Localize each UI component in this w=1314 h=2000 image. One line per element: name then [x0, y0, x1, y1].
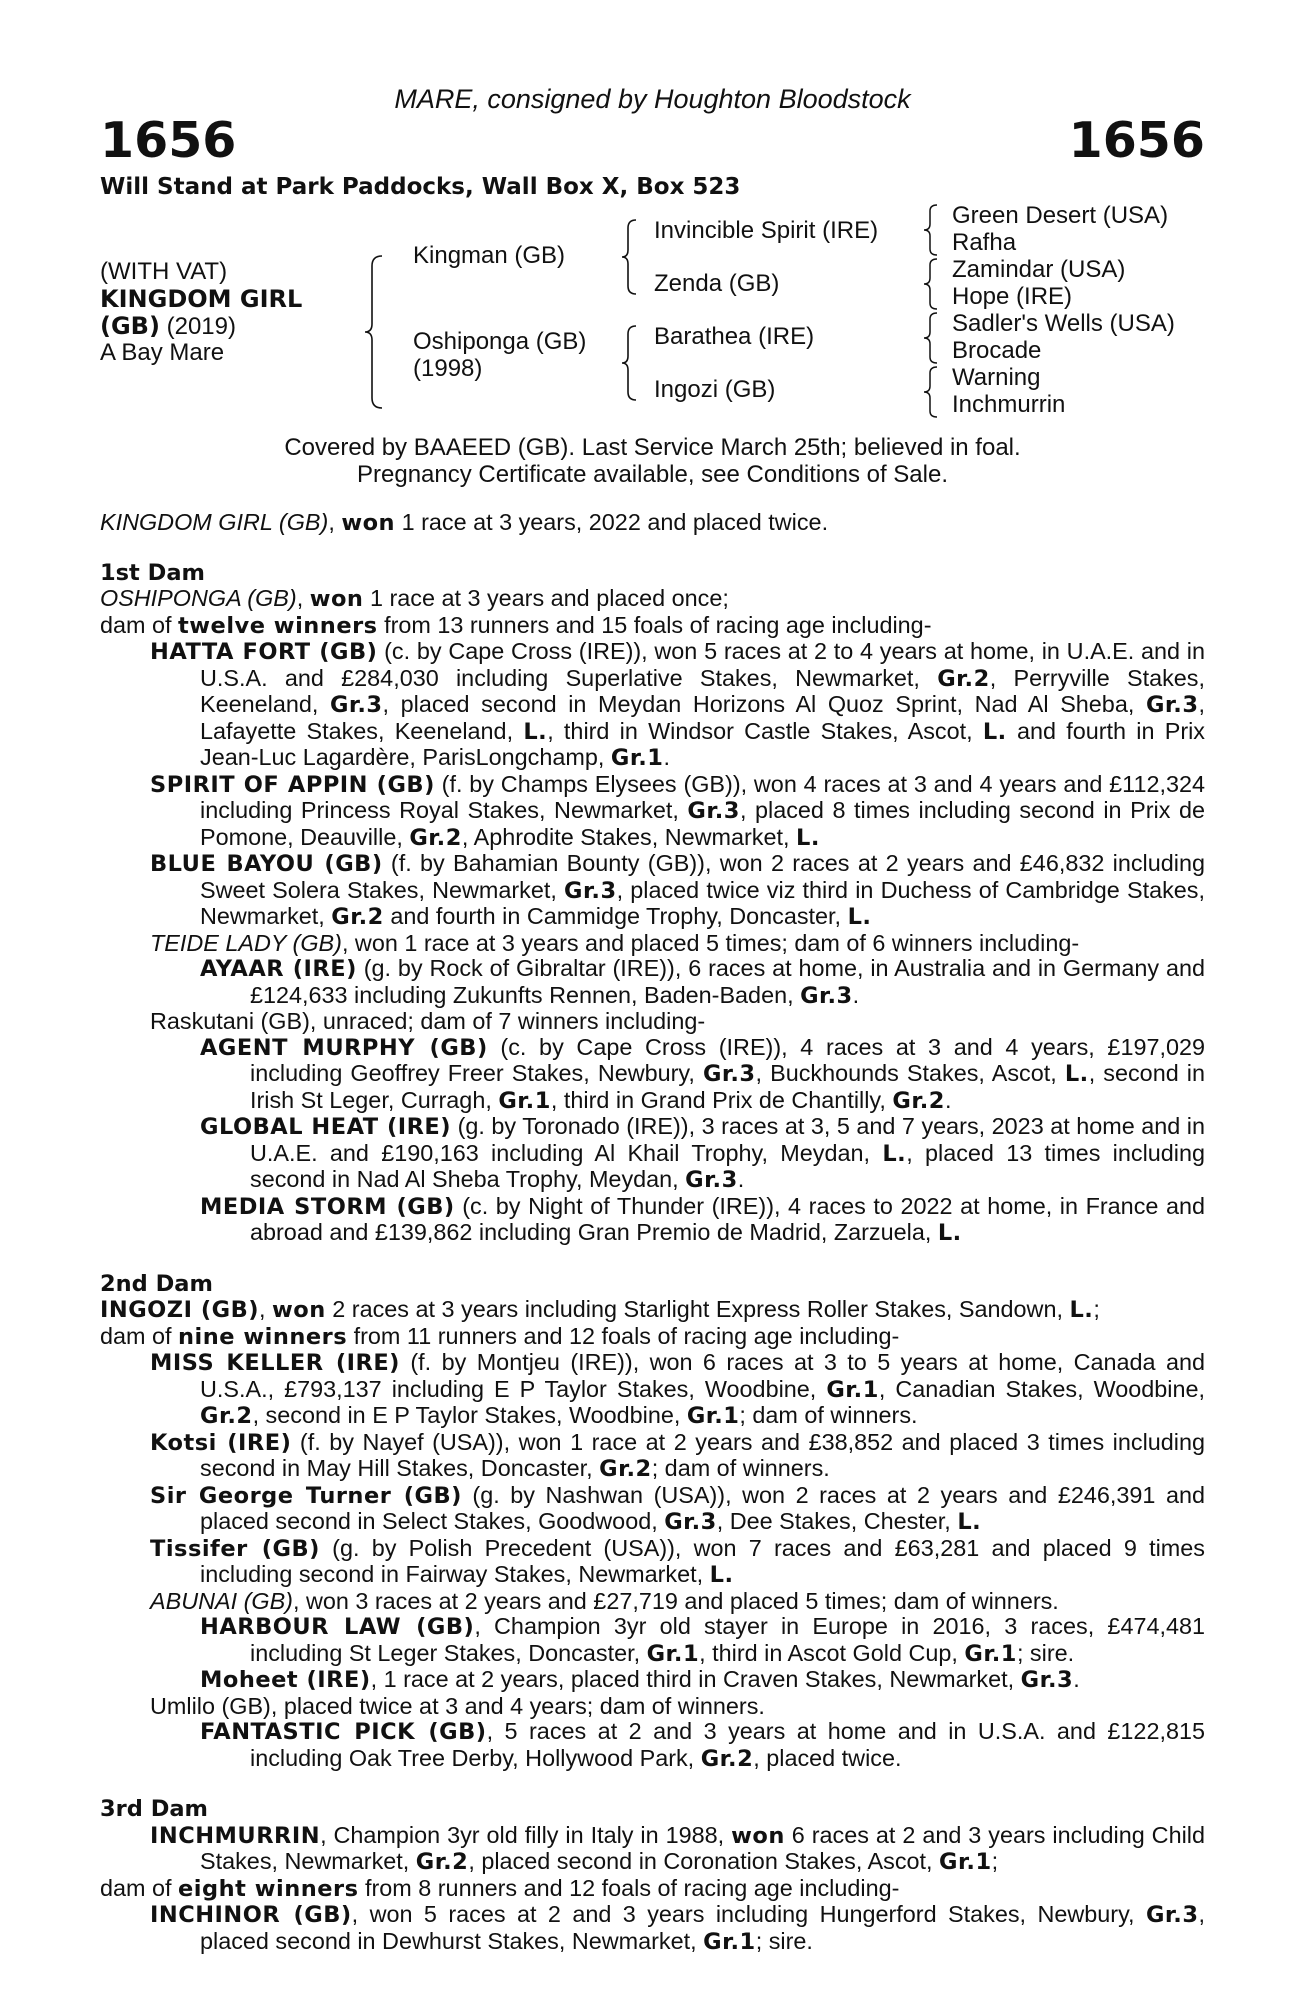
produce-entry: MEDIA STORM (GB) (c. by Night of Thunder (IRE)), 4 races to 2022 at home, in France and abroad and £139,862 including Gran Premio de Madrid, Zarzuela, L. [200, 1192, 1206, 1246]
second-dam-line: INGOZI (GB), won 2 races at 3 years including Starlight Express Roller Stakes, Sandown, L.; [100, 1296, 1100, 1323]
produce-entry: INCHINOR (GB), won 5 races at 2 and 3 years including Hungerford Stakes, Newbury, Gr.3, placed second in Dewhurst Stakes, Newmarket, Gr.1; sire. [150, 1901, 1206, 1955]
pedigree-brace-3b [922, 257, 940, 311]
horse-race-record: KINGDOM GIRL (GB), won 1 race at 3 years, 2022 and placed twice. [100, 509, 829, 536]
third-dam-line: INCHMURRIN, Champion 3yr old filly in Italy in 1988, won 6 races at 2 and 3 years including Child Stakes, Newmarket, Gr.2, placed second in Coronation Stakes, Ascot, Gr.1; [150, 1821, 1205, 1875]
produce-entry: GLOBAL HEAT (IRE) (g. by Toronado (IRE)), 3 races at 3, 5 and 7 years, 2023 at home and in U.A.E. and £190,163 including Al Khail Trophy, Meydan, L., placed 13 times including second in Nad Al Sheba Trophy, Meydan, Gr.3. [200, 1113, 1206, 1193]
sire-dam: Zenda (GB) [654, 270, 780, 297]
produce-entry: MISS KELLER (IRE) (f. by Montjeu (IRE)), won 6 races at 3 to 5 years at home, Canada and U.S.A., £793,137 including E P Taylor Stakes, Woodbine, Gr.1, Canadian Stakes, Woodbine, Gr.2, second in E P Taylor Stakes, Woodbine, Gr.1; dam of winners. [150, 1349, 1205, 1429]
sire-sire: Invincible Spirit (IRE) [654, 217, 879, 244]
pedigree-brace-3c [922, 311, 940, 365]
produce-entry: SPIRIT OF APPIN (GB) (f. by Champs Elysees (GB)), won 4 races at 3 and 4 years and £112,324 including Princess Royal Stakes, Newmarket, Gr.3, placed 8 times including second in Prix de Pomone, Deauville, Gr.2, Aphrodite Stakes, Newmarket, L. [150, 770, 1205, 851]
produce-entry: BLUE BAYOU (GB) (f. by Bahamian Bounty (GB)), won 2 races at 2 years and £46,832 including Sweet Solera Stakes, Newmarket, Gr.3, placed twice viz third in Duchess of Cambridge Stakes, Newmarket, Gr.2 and fourth in Cammidge Trophy, Doncaster, L. [150, 850, 1205, 930]
dam-year: (1998) [413, 355, 483, 382]
produce-entry: FANTASTIC PICK (GB), 5 races at 2 and 3 years at home and in U.S.A. and £122,815 including Oak Tree Derby, Hollywood Park, Gr.2, placed twice. [200, 1718, 1205, 1772]
g3-6: Brocade [952, 337, 1042, 364]
produce-entry: ABUNAI (GB), won 3 races at 2 years and £27,719 and placed 5 times; dam of winners. [150, 1587, 1059, 1614]
g3-4: Hope (IRE) [952, 283, 1073, 310]
pedigree-brace-1 [362, 254, 386, 410]
third-dam-produce-line: dam of eight winners from 8 runners and 12 foals of racing age including- [100, 1874, 900, 1902]
g3-5: Sadler's Wells (USA) [952, 310, 1175, 337]
pedigree-brace-3a [922, 203, 940, 257]
covering-line-2: Pregnancy Certificate available, see Conditions of Sale. [357, 461, 948, 488]
g3-7: Warning [952, 364, 1041, 391]
sire-name: Kingman (GB) [413, 242, 566, 269]
produce-entry: Kotsi (IRE) (f. by Nayef (USA)), won 1 race at 2 years and £38,852 and placed 3 times including second in May Hill Stakes, Doncaster, Gr.2; dam of winners. [150, 1428, 1206, 1482]
second-dam-produce-line: dam of nine winners from 11 runners and 12 foals of racing age including- [100, 1322, 900, 1350]
dam-dam: Ingozi (GB) [654, 376, 776, 403]
produce-entry: HARBOUR LAW (GB), Champion 3yr old stayer in Europe in 2016, 3 races, £474,481 including St Leger Stakes, Doncaster, Gr.1, third in Ascot Gold Cup, Gr.1; sire. [200, 1613, 1205, 1667]
horse-name: KINGDOM GIRL [100, 285, 303, 313]
horse-origin-year: (GB) (2019) [100, 312, 236, 340]
pedigree-table [100, 198, 1205, 428]
first-dam-heading: 1st Dam [100, 559, 205, 586]
catalogue-page [100, 0, 1205, 2000]
pedigree-brace-2a [620, 218, 640, 296]
produce-entry: AGENT MURPHY (GB) (c. by Cape Cross (IRE)), 4 races at 3 and 4 years, £197,029 including Geoffrey Freer Stakes, Newbury, Gr.3, Buckhounds Stakes, Ascot, L., second in Irish St Leger, Curragh, Gr.1, third in Grand Prix de Chantilly, Gr.2. [200, 1033, 1205, 1114]
covering-note [100, 434, 1205, 488]
lot-number-left: 1656 [100, 112, 237, 169]
pedigree-brace-2b [620, 324, 640, 402]
consignor-line: MARE, consigned by Houghton Bloodstock [394, 84, 911, 114]
second-dam-heading: 2nd Dam [100, 1270, 213, 1297]
dam-sire: Barathea (IRE) [654, 323, 815, 350]
g3-8: Inchmurrin [952, 391, 1066, 418]
first-dam-line: OSHIPONGA (GB), won 1 race at 3 years and placed once; [100, 585, 729, 612]
produce-entry: AYAAR (IRE) (g. by Rock of Gibraltar (IRE)), 6 races at home, in Australia and in Germany and £124,633 including Zukunfts Rennen, Baden-Baden, Gr.3. [200, 955, 1205, 1009]
pedigree-brace-3d [922, 365, 940, 419]
first-dam-produce-line: dam of twelve winners from 13 runners and 15 foals of racing age including- [100, 611, 932, 639]
dam-name: Oshiponga (GB) [413, 328, 587, 355]
third-dam-heading: 3rd Dam [100, 1796, 208, 1822]
produce-entry: TEIDE LADY (GB), won 1 race at 3 years and placed 5 times; dam of 6 winners including- [150, 929, 1080, 956]
produce-entry: Tissifer (GB) (g. by Polish Precedent (USA)), won 7 races and £63,281 and placed 9 times including second in Fairway Stakes, Newmarket, L. [150, 1534, 1205, 1588]
horse-description: A Bay Mare [100, 339, 225, 366]
g3-1: Green Desert (USA) [952, 202, 1169, 229]
produce-record [100, 510, 1205, 1955]
produce-entry: Umlilo (GB), placed twice at 3 and 4 years; dam of winners. [150, 1692, 765, 1719]
produce-entry: Moheet (IRE), 1 race at 2 years, placed third in Craven Stakes, Newmarket, Gr.3. [200, 1666, 1080, 1693]
produce-entry: Raskutani (GB), unraced; dam of 7 winners including- [150, 1008, 706, 1034]
vat-note: (WITH VAT) [100, 258, 228, 285]
lot-number-right: 1656 [1068, 112, 1205, 169]
produce-entry: HATTA FORT (GB) (c. by Cape Cross (IRE)), won 5 races at 2 to 4 years at home, in U.A.E. and in U.S.A. and £284,030 including Superlative Stakes, Newmarket, Gr.2, Perryville Stakes, Keeneland, Gr.3, placed second in Meydan Horizons Al Quoz Sprint, Nad Al Sheba, Gr.3, Lafayette Stakes, Keeneland, L., third in Windsor Castle Stakes, Ascot, L. and fourth in Prix Jean-Luc Lagardère, ParisLongchamp, Gr.1. [150, 638, 1205, 771]
stabling-location: Will Stand at Park Paddocks, Wall Box X, Box 523 [100, 174, 741, 200]
produce-entry: Sir George Turner (GB) (g. by Nashwan (USA)), won 2 races at 2 years and £246,391 and placed second in Select Stakes, Goodwood, Gr.3, Dee Stakes, Chester, L. [150, 1481, 1205, 1535]
g3-2: Rafha [952, 229, 1017, 256]
g3-3: Zamindar (USA) [952, 256, 1126, 283]
covering-line-1: Covered by BAAEED (GB). Last Service March 25th; believed in foal. [284, 434, 1021, 461]
